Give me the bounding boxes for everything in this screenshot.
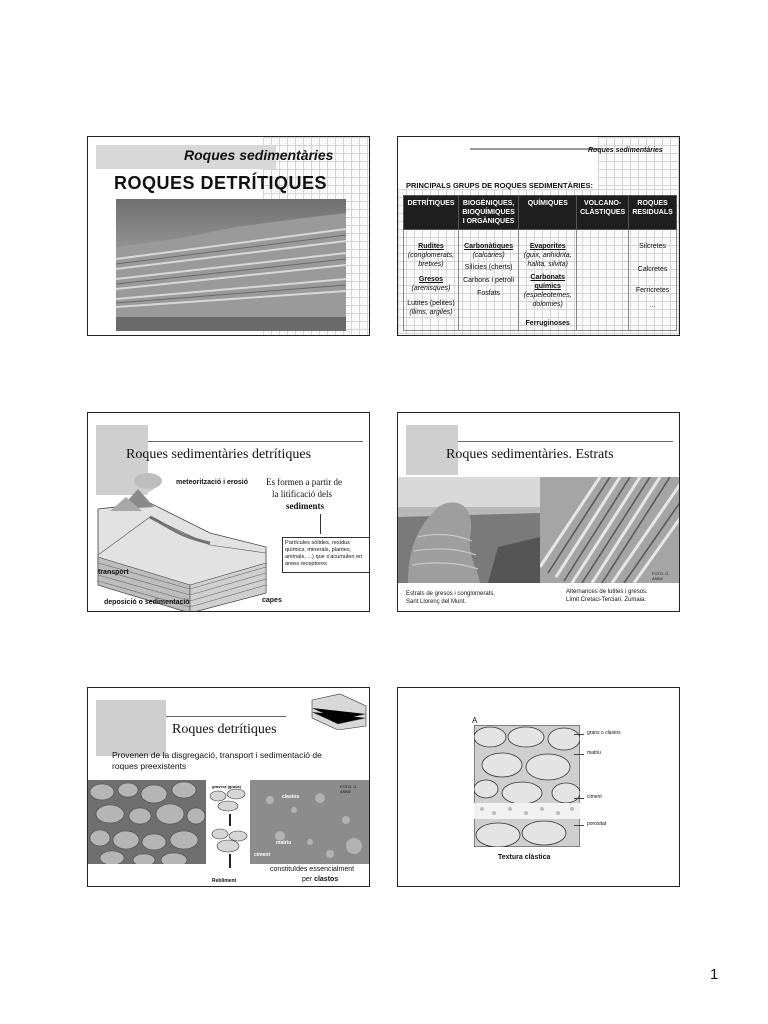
- cell-text: (arenisques): [411, 285, 451, 292]
- intro-text: Provenen de la disgregació, transport i sedimentació de roques preexistents: [112, 750, 322, 771]
- cell-text: (conglomerats, bretxes): [407, 252, 455, 268]
- cell-text: Rudites: [418, 243, 444, 250]
- col-header: BIOGÈNIQUES, BIOQUÍMIQUES I ORGÀNIQUES: [458, 196, 518, 230]
- slide-title: Roques sedimentàries detrítiques: [126, 447, 312, 462]
- caption-1a: Estrats de gresos i conglomerats.: [406, 591, 496, 597]
- intro-line-1: Es formen a partir de: [266, 477, 342, 487]
- rock-groups-table: [403, 195, 677, 331]
- cell-text: Silícies (cherts): [464, 264, 513, 271]
- figure-caption: Textura clàstica: [498, 854, 551, 861]
- cell-text: (calcàries): [472, 252, 505, 259]
- table-header-row: [404, 196, 677, 230]
- cell-text: Carbonàtiques: [464, 243, 514, 250]
- cell-text: Fosfats: [477, 290, 501, 297]
- slide-3: [87, 412, 370, 612]
- slide-2: [397, 136, 680, 336]
- leader-porositat: [574, 825, 584, 826]
- cell-text: Carbons i petroli: [463, 277, 515, 284]
- cell-text: (guix, anhidrita, halita, silvita): [523, 252, 572, 268]
- col-header: ROQUES RESIDUALS: [629, 196, 677, 230]
- grid-corner: [598, 137, 680, 189]
- photo-sant-llorenc: [398, 477, 540, 583]
- cell-text: (llims, argiles): [409, 309, 453, 316]
- slide-header: Roques sedimentàries: [588, 147, 663, 154]
- label-deposicio: deposició o sedimentació: [104, 599, 190, 606]
- col-header: VOLCANO-CLÀSTIQUES: [577, 196, 629, 230]
- slide-title: Roques detrítiques: [172, 722, 277, 737]
- table-cell: [458, 230, 518, 331]
- cell-text: Carbonats químics: [530, 274, 566, 290]
- label-top: gravera (grava): [212, 784, 241, 789]
- cell-text: (espeleotemes, dolomies): [523, 292, 572, 308]
- clast-diagram: [208, 784, 252, 884]
- definition-box: Partícules sòlides, residus químics, minerals, plantes, animals, ...) que s'acumulen en àrees receptores: [282, 537, 370, 573]
- label-matriu: matriu: [276, 840, 292, 846]
- figure-letter: A: [472, 716, 478, 725]
- label-matriu: matriu: [587, 750, 601, 756]
- page-number: 1: [710, 966, 719, 983]
- cliff-photo: [116, 199, 346, 331]
- label-capes: capes: [262, 597, 282, 604]
- label-ciment: ciment: [587, 794, 602, 800]
- caption-2b: Límit Cretaci-Terciari. Zumaia.: [566, 597, 647, 603]
- table-cell: [404, 230, 459, 331]
- table-cell: [629, 230, 677, 331]
- intro-line-3: sediments: [286, 501, 324, 511]
- table-cell: [519, 230, 577, 331]
- slide-5: [87, 687, 370, 887]
- table-row: [404, 230, 677, 331]
- leader-matriu: [574, 754, 584, 755]
- slide-1: [87, 136, 370, 336]
- table-cell: [577, 230, 629, 331]
- arrow-down: [320, 514, 321, 534]
- slide-4: [397, 412, 680, 612]
- note-line-1: constituïdes essencialment: [270, 866, 355, 873]
- cell-text: Ferricretes: [635, 287, 670, 294]
- cell-text: Lutites (pelites): [407, 300, 455, 307]
- top-line: [458, 441, 673, 442]
- col-header: DETRÍTIQUES: [404, 196, 459, 230]
- note-highlight: clastos: [314, 876, 339, 883]
- leader-ciment: [574, 798, 584, 799]
- side-bar: [96, 700, 166, 756]
- block-diagram-thumb: [310, 692, 368, 730]
- slide-6: [397, 687, 680, 887]
- label-ciment: ciment: [254, 852, 271, 858]
- slide-subtitle: PRINCIPALS GRUPS DE ROQUES SEDIMENTÀRIES:: [406, 181, 593, 190]
- label-meteoritzacio: meteorització i erosió: [176, 479, 248, 486]
- header-line: [470, 148, 600, 150]
- landscape-block-diagram: [90, 467, 270, 612]
- caption-2a: Alternances de lutites i gresos.: [566, 589, 648, 595]
- clastic-texture-diagram: [474, 725, 580, 847]
- top-line: [166, 716, 286, 717]
- leader-grans: [574, 734, 584, 735]
- photo-zumaia: [540, 477, 680, 583]
- label-grans: grans o clastos: [587, 730, 621, 736]
- photo-credit: FOTO: G. ANNE: [652, 571, 670, 581]
- label-clastos: clastos: [282, 794, 300, 800]
- label-porositat: porositat: [587, 821, 607, 827]
- cell-text: Ferruginoses: [525, 320, 570, 327]
- intro-line-2: la litificació dels: [272, 489, 332, 499]
- note-line-2: [302, 876, 338, 883]
- cell-text: Calcretes: [637, 266, 668, 273]
- label-bottom: Rebliment: [212, 878, 237, 884]
- top-line: [148, 441, 363, 442]
- cell-text: Silcretes: [639, 243, 666, 250]
- slide-title: Roques sedimentàries. Estrats: [446, 447, 614, 462]
- slide-title: ROQUES DETRÍTIQUES: [114, 173, 328, 193]
- cell-text: Evaporites: [529, 243, 566, 250]
- col-header: QUÍMIQUES: [519, 196, 577, 230]
- cell-text: Gresos: [418, 276, 444, 283]
- caption-1b: Sant Llorenç del Munt.: [406, 599, 467, 605]
- cell-text: ...: [649, 302, 656, 309]
- photo-credit: FOTO: G. ANNE: [340, 784, 358, 794]
- label-transport: transport: [98, 569, 129, 576]
- slide-header: Roques sedimentàries: [184, 147, 334, 163]
- gravel-photo: [88, 780, 206, 864]
- note-text: per: [302, 876, 313, 883]
